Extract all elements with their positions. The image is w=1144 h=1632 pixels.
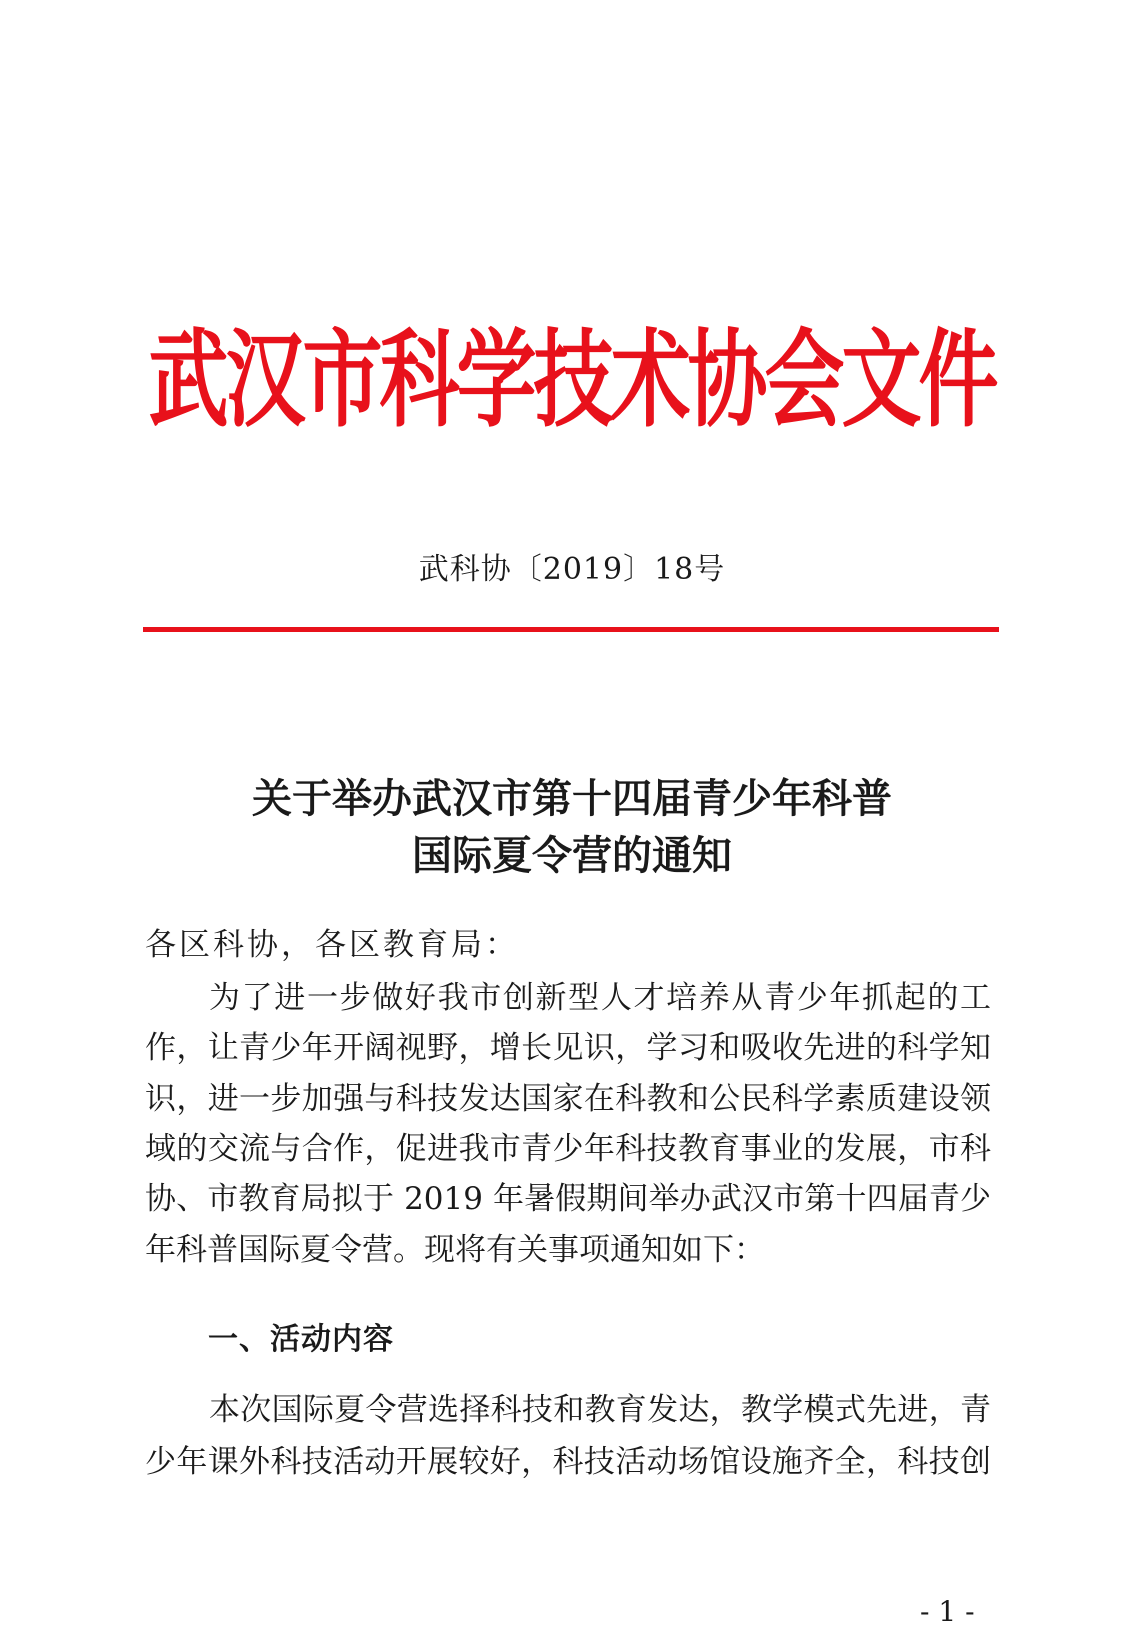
salutation: 各区科协，各区教育局： xyxy=(145,927,519,963)
paragraph-line: 为了进一步做好我市创新型人才培养从青少年抓起的工 xyxy=(209,980,991,1016)
document-number: 武科协〔2019〕18号 xyxy=(418,552,726,587)
paragraph-line: 少年课外科技活动开展较好，科技活动场馆设施齐全，科技创 xyxy=(145,1444,991,1480)
issuing-organization-header: 武汉市科学技术协会文件 xyxy=(148,318,996,442)
paragraph-line: 识，进一步加强与科技发达国家在科教和公民科学素质建设领 xyxy=(145,1081,991,1117)
red-divider-line xyxy=(143,627,999,632)
paragraph-line: 年科普国际夏令营。现将有关事项通知如下： xyxy=(145,1232,765,1268)
document-title xyxy=(0,770,1144,884)
paragraph-line: 域的交流与合作，促进我市青少年科技教育事业的发展，市科 xyxy=(145,1131,991,1167)
paragraph-line: 作，让青少年开阔视野，增长见识，学习和吸收先进的科学知 xyxy=(145,1030,991,1066)
document-title-line: 国际夏令营的通知 xyxy=(412,832,732,879)
page-number: - 1 - xyxy=(920,1595,975,1628)
section-heading: 一、活动内容 xyxy=(208,1322,394,1357)
document-title-line: 关于举办武汉市第十四届青少年科普 xyxy=(252,775,892,822)
paragraph-line: 协、市教育局拟于 2019 年暑假期间举办武汉市第十四届青少 xyxy=(145,1181,991,1217)
paragraph-line: 本次国际夏令营选择科技和教育发达，教学模式先进，青 xyxy=(209,1392,991,1428)
